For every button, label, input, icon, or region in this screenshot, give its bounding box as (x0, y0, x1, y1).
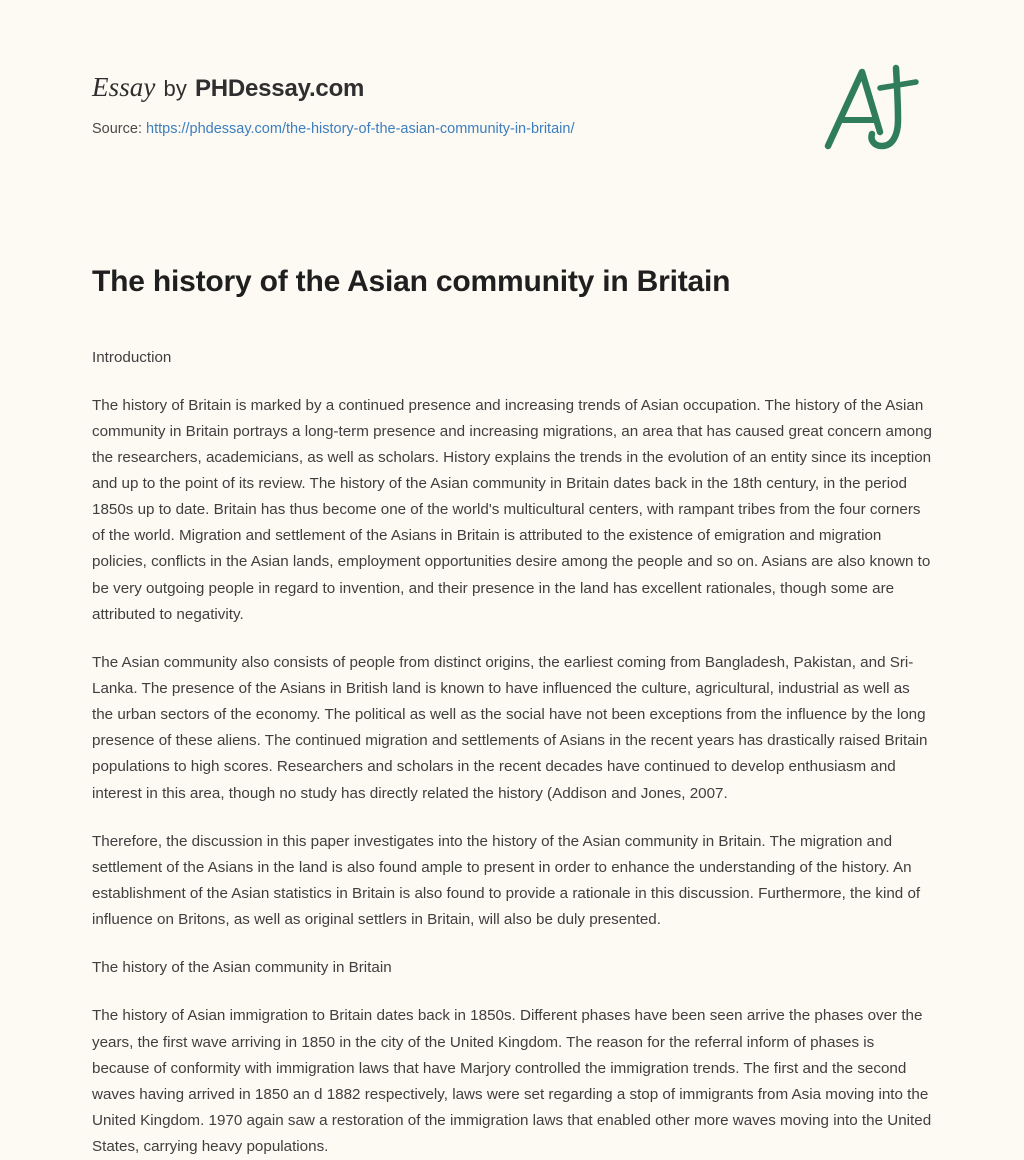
brand-header (92, 72, 932, 103)
source-label: Source: (92, 121, 142, 137)
phdessay-monogram-icon (818, 62, 928, 154)
source-url-link[interactable]: https://phdessay.com/the-history-of-the-asian-community-in-britain/ (146, 121, 574, 137)
page-title: The history of the Asian community in Britain (92, 263, 932, 301)
paragraph-2: The Asian community also consists of people from distinct origins, the earliest coming from Bangladesh, Pakistan, and Sri-Lanka. The presence of the Asians in British land is known to have influenced the culture, agricultural, industrial as well as the urban sectors of the economy. The political as well as the social have not been exceptions from the influence by the long presence of these aliens. The continued migration and settlements of Asians in the recent years has drastically raised Britain populations to high scores. Researchers and scholars in the recent decades have continued to develop enthusiasm and interest in this area, though no study has directly related the history (Addison and Jones, 2007. (92, 650, 932, 807)
section-heading: The history of the Asian community in Britain (92, 955, 932, 981)
paragraph-4: The history of Asian immigration to Britain dates back in 1850s. Different phases have been seen arrive the phases over the years, the first wave arriving in 1850 in the city of the United Kingdom. The reason for the referral inform of phases is because of conformity with immigration laws that have Marjory controlled the immigration trends. The first and the second waves having arrived in 1850 an d 1882 respectively, laws were set regarding a stop of immigrants from Asia moving into the United Kingdom. 1970 again saw a restoration of the immigration laws that enabled other more waves moving into the United States, carrying heavy populations. (92, 1003, 932, 1160)
source-row (92, 121, 932, 137)
introduction-label: Introduction (92, 345, 932, 371)
document-body (92, 345, 932, 1160)
paragraph-1: The history of Britain is marked by a continued presence and increasing trends of Asian occupation. The history of the Asian community in Britain portrays a long-term presence and increasing migrations, an area that has caused great concern among the researchers, academicians, as well as scholars. History explains the trends in the evolution of an entity since its inception and up to the point of its review. The history of the Asian community in Britain dates back in the 18th century, in the period 1850s up to date. Britain has thus become one of the world's multicultural centers, with rampant tribes from the four corners of the world. Migration and settlement of the Asians in Britain is attributed to the existence of emigration and migration policies, conflicts in the Asian lands, employment opportunities desire among the people and so on. Asians are also known to be very outgoing people in regard to invention, and their presence in the land has excellent rationales, though some are attributed to negativity. (92, 393, 932, 628)
brand-essay-label: Essay (92, 72, 156, 103)
brand-site-name: PHDessay.com (195, 75, 364, 103)
paragraph-3: Therefore, the discussion in this paper investigates into the history of the Asian community in Britain. The migration and settlement of the Asians in the land is also found ample to present in order to enhance the understanding of the history. An establishment of the Asian statistics in Britain is also found to provide a rationale in this discussion. Furthermore, the kind of influence on Britons, as well as original settlers in Britain, will also be duly presented. (92, 829, 932, 934)
brand-by-label: by (164, 76, 187, 102)
